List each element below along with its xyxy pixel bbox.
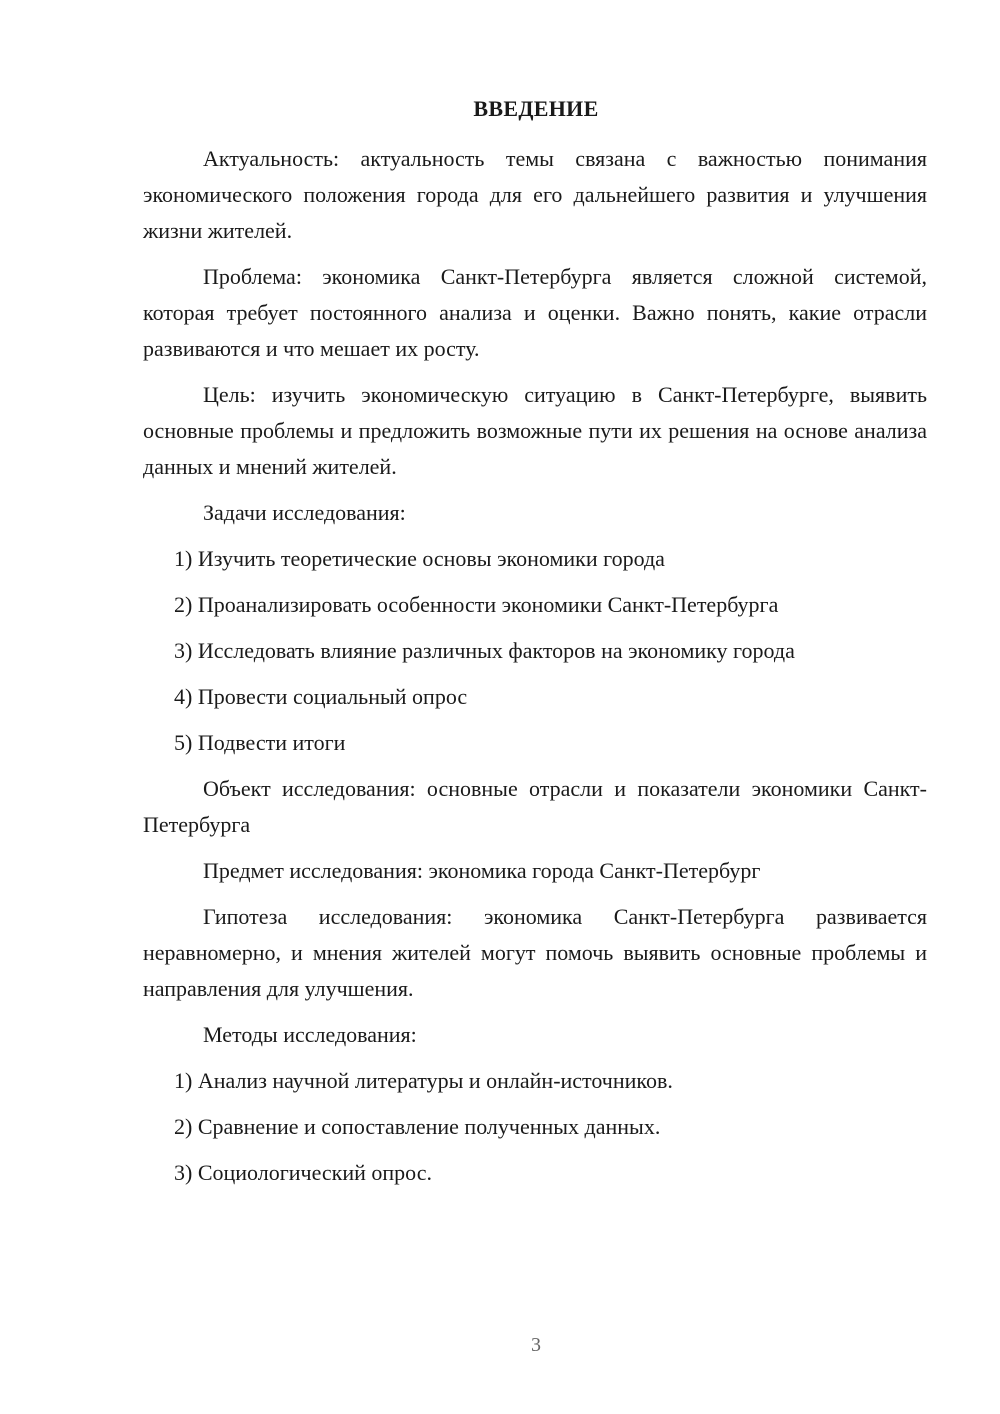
task-item: 4) Провести социальный опрос [174,684,468,709]
task-item: 5) Подвести итоги [174,730,346,755]
method-item: 3) Социологический опрос. [174,1160,432,1185]
methods-heading: Методы исследования: [203,1022,417,1047]
method-item: 1) Анализ научной литературы и онлайн-источников. [174,1068,673,1093]
problem-paragraph: Проблема: экономика Санкт-Петербурга является сложной системой, которая требует постоянного анализа и оценки. Важно понять, какие отрасли развиваются и что мешает их росту. [143,264,927,361]
page-number: 3 [531,1334,541,1356]
object-paragraph: Объект исследования: основные отрасли и показатели экономики Санкт-Петербурга [143,776,927,837]
method-item: 2) Сравнение и сопоставление полученных данных. [174,1114,661,1139]
task-item: 3) Исследовать влияние различных факторов на экономику города [174,638,795,663]
relevance-paragraph: Актуальность: актуальность темы связана с важностью понимания экономического положения города для его дальнейшего развития и улучшения жизни жителей. [143,146,927,243]
goal-paragraph: Цель: изучить экономическую ситуацию в Санкт-Петербурге, выявить основные проблемы и предложить возможные пути их решения на основе анализа данных и мнений жителей. [143,382,927,479]
task-item: 1) Изучить теоретические основы экономики города [174,546,665,571]
subject-paragraph: Предмет исследования: экономика города Санкт-Петербург [203,858,761,883]
document-body [143,141,927,1201]
task-item: 2) Проанализировать особенности экономики Санкт-Петербурга [174,592,779,617]
tasks-heading: Задачи исследования: [203,500,406,525]
hypothesis-paragraph: Гипотеза исследования: экономика Санкт-Петербурга развивается неравномерно, и мнения жителей могут помочь выявить основные проблемы и направления для улучшения. [143,904,927,1001]
section-title: ВВЕДЕНИЕ [473,96,599,121]
